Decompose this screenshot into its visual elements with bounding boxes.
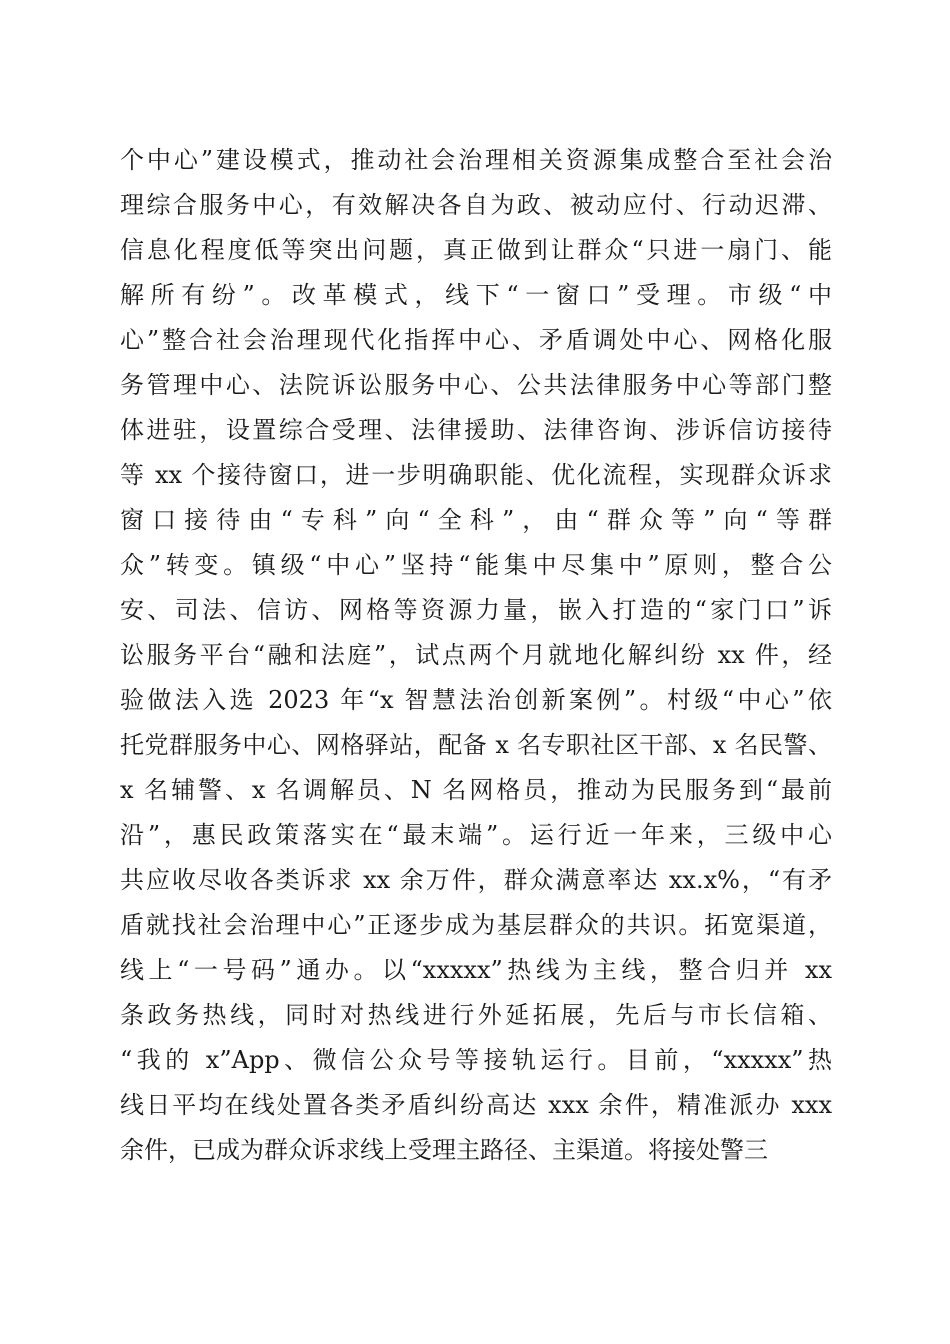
text-line: 讼服务平台“融和法庭”，试点两个月就地化解纠纷 xx 件，经 [120, 641, 832, 669]
text-line: 个中心”建设模式，推动社会治理相关资源集成整合至社会治 [120, 146, 832, 174]
text-line: 条政务热线，同时对热线进行外延拓展，先后与市长信箱、 [120, 1001, 832, 1029]
text-line: 众”转变。镇级“中心”坚持“能集中尽集中”原则，整合公 [120, 551, 832, 579]
text-line: 验做法入选 2023 年“x 智慧法治创新案例”。村级“中心”依 [120, 686, 832, 714]
text-line: 务管理中心、法院诉讼服务中心、公共法律服务中心等部门整 [120, 371, 832, 399]
text-line: 体进驻，设置综合受理、法律援助、法律咨询、涉诉信访接待 [120, 416, 832, 444]
text-line: 信息化程度低等突出问题，真正做到让群众“只进一扇门、能 [120, 236, 832, 264]
text-line: 余件，已成为群众诉求线上受理主路径、主渠道。将接处警三 [120, 1136, 768, 1164]
text-line: 窗口接待由“专科”向“全科”，由“群众等”向“等群 [120, 506, 832, 534]
text-line: 共应收尽收各类诉求 xx 余万件，群众满意率达 xx.x%，“有矛 [120, 866, 832, 894]
text-line: 解所有纷”。改革模式，线下“一窗口”受理。市级“中 [120, 281, 832, 309]
text-line: 线上“一号码”通办。以“xxxxx”热线为主线，整合归并 xx [120, 956, 832, 984]
text-line: 线日平均在线处置各类矛盾纠纷高达 xxx 余件，精准派办 xxx [120, 1091, 832, 1119]
text-line: “我的 x”App、微信公众号等接轨运行。目前，“xxxxx”热 [120, 1046, 832, 1074]
body-paragraph [120, 138, 832, 1173]
text-line: 等 xx 个接待窗口，进一步明确职能、优化流程，实现群众诉求 [120, 461, 832, 489]
text-line: 心”整合社会治理现代化指挥中心、矛盾调处中心、网格化服 [120, 326, 832, 354]
text-line: 盾就找社会治理中心”正逐步成为基层群众的共识。拓宽渠道， [120, 911, 832, 939]
text-line: 托党群服务中心、网格驿站，配备 x 名专职社区干部、x 名民警、 [120, 731, 832, 759]
text-line: 理综合服务中心，有效解决各自为政、被动应付、行动迟滞、 [120, 191, 832, 219]
text-line: 安、司法、信访、网格等资源力量，嵌入打造的“家门口”诉 [120, 596, 832, 624]
text-line: 沿”，惠民政策落实在“最末端”。运行近一年来，三级中心 [120, 821, 832, 849]
text-line: x 名辅警、x 名调解员、N 名网格员，推动为民服务到“最前 [120, 776, 832, 804]
